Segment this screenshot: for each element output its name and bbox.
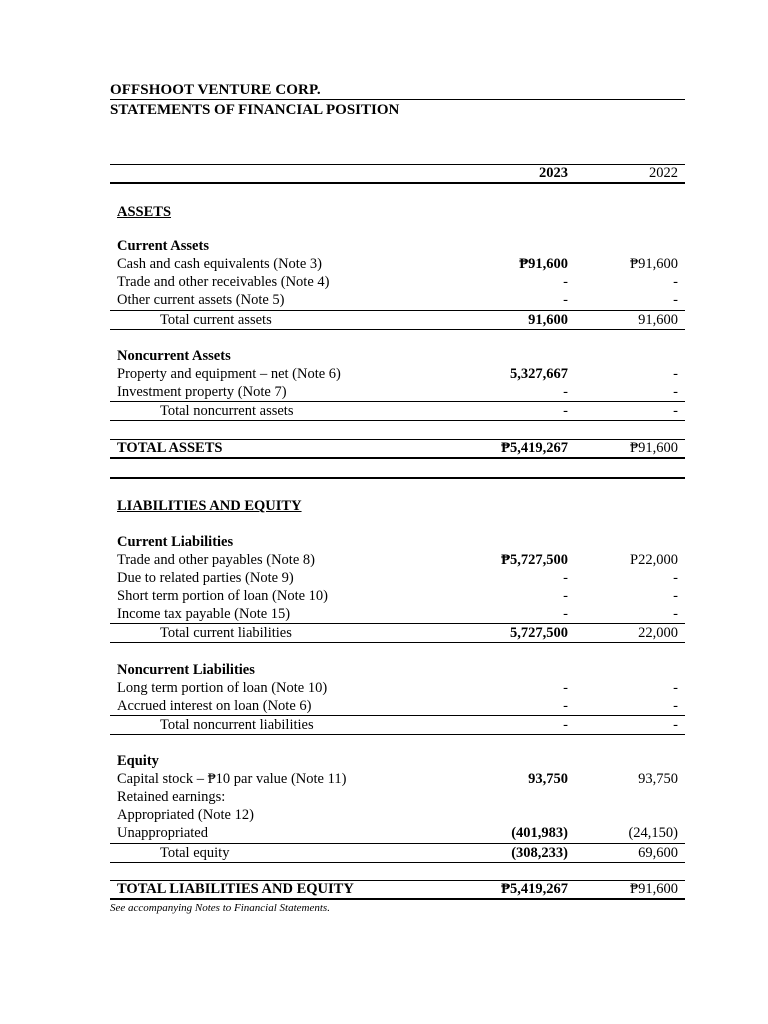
table-row bbox=[110, 569, 685, 587]
table-row bbox=[110, 697, 685, 715]
value-2023: 91,600 bbox=[528, 312, 568, 328]
value-2022: - bbox=[673, 274, 678, 290]
section-divider-rule bbox=[110, 477, 685, 479]
year-2023-header: 2023 bbox=[539, 165, 568, 181]
assets-heading: ASSETS bbox=[117, 204, 172, 220]
table-row bbox=[110, 273, 685, 291]
table-row bbox=[110, 587, 685, 605]
equity-heading: Equity bbox=[117, 753, 159, 769]
total-assets-row bbox=[110, 439, 685, 457]
value-2023: - bbox=[563, 717, 568, 733]
company-name: OFFSHOOT VENTURE CORP. bbox=[110, 82, 321, 98]
value-2022: - bbox=[673, 384, 678, 400]
row-label: Trade and other receivables (Note 4) bbox=[117, 274, 330, 290]
value-2023: 5,327,667 bbox=[510, 366, 568, 382]
year-header-row bbox=[110, 164, 685, 182]
table-row bbox=[110, 383, 685, 401]
header-rule bbox=[110, 99, 685, 100]
value-2022: - bbox=[673, 570, 678, 586]
current-liabilities-heading: Current Liabilities bbox=[117, 534, 234, 550]
current-assets-heading-row bbox=[110, 237, 685, 255]
value-2023: - bbox=[563, 588, 568, 604]
noncurrent-assets-heading: Noncurrent Assets bbox=[117, 348, 231, 364]
total-current-assets-row bbox=[110, 311, 685, 329]
year-2022-header: 2022 bbox=[649, 165, 678, 181]
current-liabilities-heading-row bbox=[110, 533, 685, 551]
value-2022: 93,750 bbox=[638, 771, 678, 787]
equity-heading-row bbox=[110, 752, 685, 770]
value-2022: 91,600 bbox=[638, 312, 678, 328]
value-2022: - bbox=[673, 680, 678, 696]
value-2023: - bbox=[563, 292, 568, 308]
total-current-liabilities-row bbox=[110, 624, 685, 642]
value-2022: ₱91,600 bbox=[630, 881, 678, 897]
row-label: Other current assets (Note 5) bbox=[117, 292, 285, 308]
value-2023: - bbox=[563, 384, 568, 400]
total-equity-row bbox=[110, 844, 685, 862]
value-2023: (401,983) bbox=[511, 825, 568, 841]
value-2023: - bbox=[563, 274, 568, 290]
row-label: Trade and other payables (Note 8) bbox=[117, 552, 315, 568]
row-label: Accrued interest on loan (Note 6) bbox=[117, 698, 312, 714]
row-label: Total current assets bbox=[160, 312, 272, 328]
footnote: See accompanying Notes to Financial Statements. bbox=[110, 902, 330, 914]
row-label: Investment property (Note 7) bbox=[117, 384, 287, 400]
value-2023: ₱5,727,500 bbox=[501, 552, 568, 568]
table-row bbox=[110, 291, 685, 309]
total-noncurrent-assets-row bbox=[110, 402, 685, 420]
value-2023: - bbox=[563, 680, 568, 696]
value-2022: - bbox=[673, 366, 678, 382]
table-row bbox=[110, 806, 685, 824]
table-row bbox=[110, 365, 685, 383]
row-label: Total current liabilities bbox=[160, 625, 292, 641]
table-row bbox=[110, 824, 685, 842]
current-assets-heading: Current Assets bbox=[117, 238, 209, 254]
statement-title: STATEMENTS OF FINANCIAL POSITION bbox=[110, 102, 400, 118]
value-2022: - bbox=[673, 698, 678, 714]
year-header-rule bbox=[110, 182, 685, 184]
table-row bbox=[110, 551, 685, 569]
value-2022: - bbox=[673, 292, 678, 308]
value-2022: ₱91,600 bbox=[630, 256, 678, 272]
row-label: Appropriated (Note 12) bbox=[117, 807, 254, 823]
value-2022: - bbox=[673, 403, 678, 419]
table-row bbox=[110, 788, 685, 806]
row-label: Cash and cash equivalents (Note 3) bbox=[117, 256, 322, 272]
value-2022: 22,000 bbox=[638, 625, 678, 641]
noncurrent-liabilities-heading: Noncurrent Liabilities bbox=[117, 662, 255, 678]
noncurrent-liabilities-heading-row bbox=[110, 661, 685, 679]
row-label: Long term portion of loan (Note 10) bbox=[117, 680, 328, 696]
value-2023: ₱5,419,267 bbox=[501, 440, 568, 456]
row-label: Income tax payable (Note 15) bbox=[117, 606, 291, 622]
value-2022: ₱91,600 bbox=[630, 440, 678, 456]
value-2022: - bbox=[673, 717, 678, 733]
assets-heading-row bbox=[110, 203, 685, 221]
value-2022: - bbox=[673, 606, 678, 622]
row-label: Short term portion of loan (Note 10) bbox=[117, 588, 329, 604]
liabilities-equity-heading-row bbox=[110, 497, 685, 515]
noncurrent-assets-heading-row bbox=[110, 347, 685, 365]
subtotal-rule bbox=[110, 642, 685, 643]
subtotal-rule bbox=[110, 862, 685, 863]
value-2022: 69,600 bbox=[638, 845, 678, 861]
value-2023: - bbox=[563, 606, 568, 622]
total-double-rule bbox=[110, 898, 685, 900]
subtotal-rule bbox=[110, 329, 685, 330]
value-2023: - bbox=[563, 698, 568, 714]
total-liabilities-equity-row bbox=[110, 880, 685, 898]
liabilities-equity-heading: LIABILITIES AND EQUITY bbox=[117, 498, 302, 514]
value-2023: (308,233) bbox=[511, 845, 568, 861]
row-label: Unappropriated bbox=[117, 825, 208, 841]
value-2023: 93,750 bbox=[528, 771, 568, 787]
row-label: TOTAL ASSETS bbox=[117, 440, 223, 456]
row-label: Property and equipment – net (Note 6) bbox=[117, 366, 341, 382]
value-2023: - bbox=[563, 403, 568, 419]
row-label: Due to related parties (Note 9) bbox=[117, 570, 294, 586]
value-2023: ₱5,419,267 bbox=[501, 881, 568, 897]
table-row bbox=[110, 770, 685, 788]
total-noncurrent-liabilities-row bbox=[110, 716, 685, 734]
table-row bbox=[110, 255, 685, 273]
value-2023: - bbox=[563, 570, 568, 586]
table-row bbox=[110, 679, 685, 697]
subtotal-rule bbox=[110, 734, 685, 735]
value-2022: P22,000 bbox=[630, 552, 678, 568]
row-label: Retained earnings: bbox=[117, 789, 226, 805]
row-label: Total noncurrent liabilities bbox=[160, 717, 314, 733]
value-2023: ₱91,600 bbox=[519, 256, 568, 272]
row-label: TOTAL LIABILITIES AND EQUITY bbox=[117, 881, 354, 897]
row-label: Capital stock – ₱10 par value (Note 11) bbox=[117, 771, 347, 787]
value-2022: (24,150) bbox=[628, 825, 678, 841]
row-label: Total noncurrent assets bbox=[160, 403, 294, 419]
value-2023: 5,727,500 bbox=[510, 625, 568, 641]
subtotal-rule bbox=[110, 420, 685, 421]
table-row bbox=[110, 605, 685, 623]
total-double-rule bbox=[110, 457, 685, 459]
row-label: Total equity bbox=[160, 845, 230, 861]
value-2022: - bbox=[673, 588, 678, 604]
